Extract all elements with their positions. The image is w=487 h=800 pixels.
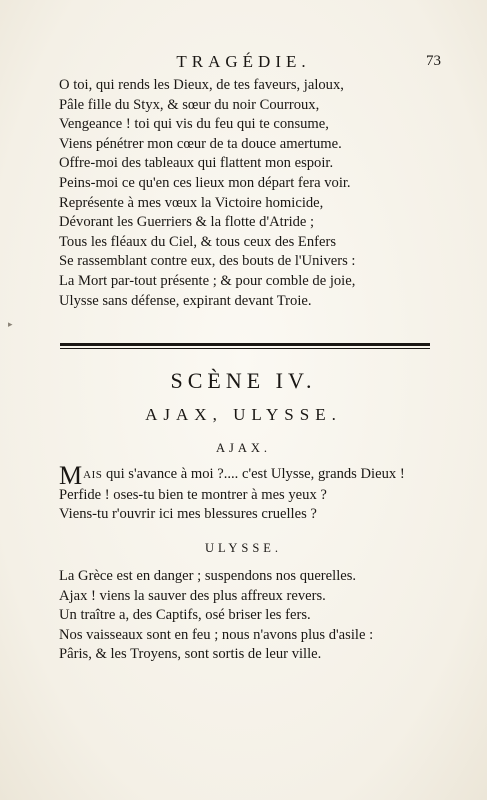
- rule-thick: [60, 343, 430, 346]
- scene-characters: AJAX, ULYSSE.: [145, 405, 342, 424]
- verse-line: La Grèce est en danger ; suspendons nos querelles.: [59, 568, 357, 584]
- verse-line: Peins-moi ce qu'en ces lieux mon départ fera voir.: [59, 174, 351, 191]
- rule-thin: [60, 348, 430, 349]
- verse-line: Nos vaisseaux sont en feu ; nous n'avons plus d'asile :: [59, 626, 374, 643]
- verse-line: Perfide ! oses-tu bien te montrer à mes yeux ?: [59, 486, 327, 503]
- verse-line: Ajax ! viens la sauver des plus affreux revers.: [59, 587, 326, 604]
- scene-title: SCÈNE IV.: [170, 368, 317, 393]
- speaker-ulysse: ULYSSE.: [204, 541, 283, 555]
- first-line-text: qui s'avance à moi ?.... c'est Ulysse, grands Dieux !: [102, 466, 405, 482]
- margin-tick-icon: ▸: [8, 320, 13, 330]
- verse-line: Pâris, & les Troyens, sont sortis de leur ville.: [59, 646, 322, 663]
- verse-line: Pâle fille du Styx, & sœur du noir Courroux,: [59, 96, 320, 113]
- verse-line: Un traître a, des Captifs, osé briser les fers.: [59, 607, 311, 624]
- running-head: TRAGÉDIE.: [176, 52, 311, 71]
- verse-line: Tous les fléaux du Ciel, & tous ceux des Enfers: [59, 233, 337, 250]
- small-caps-opening: AIS: [83, 469, 103, 481]
- verse-line: Ulysse sans défense, expirant devant Troie.: [59, 292, 312, 309]
- verse-block-monologue: [59, 76, 459, 311]
- verse-line: Dévorant les Guerriers & la flotte d'Atride ;: [59, 214, 315, 231]
- verse-line: Offre-moi des tableaux qui flattent mon espoir.: [59, 155, 334, 172]
- verse-line: Se rassemblant contre eux, des bouts de l'Univers :: [59, 253, 356, 270]
- page-number: 73: [426, 53, 441, 69]
- verse-line: Viens-tu r'ouvrir ici mes blessures cruelles ?: [59, 506, 317, 523]
- drop-cap: M: [59, 461, 83, 490]
- verse-line: O toi, qui rends les Dieux, de tes faveurs, jaloux,: [59, 77, 344, 93]
- section-rule: [60, 343, 430, 349]
- verse-line: Représente à mes vœux la Victoire homicide,: [59, 194, 324, 211]
- verse-line: Viens pénétrer mon cœur de ta douce amertume.: [59, 135, 342, 152]
- verse-line: La Mort par-tout présente ; & pour comble de joie,: [59, 272, 356, 289]
- speaker-ajax: AJAX.: [215, 441, 272, 455]
- verse-block-ulysse: [59, 567, 459, 665]
- verse-block-ajax: [59, 461, 459, 525]
- verse-line: Vengeance ! toi qui vis du feu qui te consume,: [59, 116, 329, 133]
- verse-line: [59, 461, 459, 490]
